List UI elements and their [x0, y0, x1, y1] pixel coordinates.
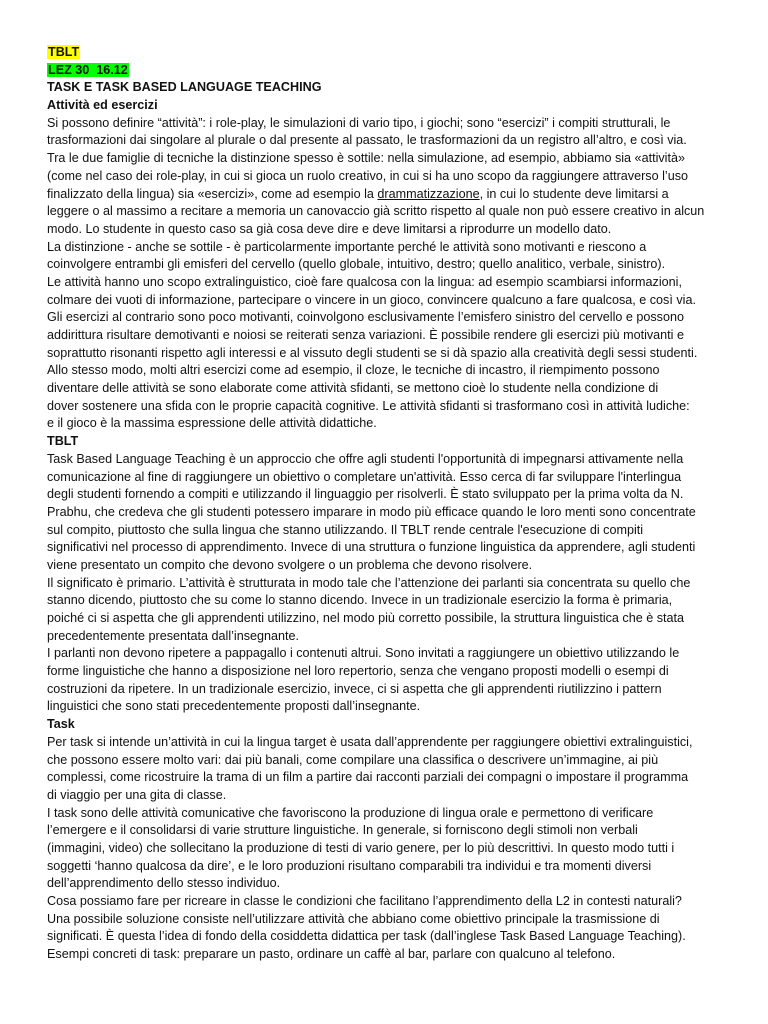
text-line: La distinzione - anche se sottile - è particolarmente importante perché le attività sono motivanti e riescono a [47, 239, 647, 254]
text-line: significati. È questa l’idea di fondo della cosiddetta didattica per task (dall’inglese Task Based Language Teaching). [47, 929, 686, 944]
heading-tblt: TBLT [47, 434, 79, 449]
text-line: Esempi concreti di task: preparare un pasto, ordinare un caffè al bar, parlare con qualcuno al telefono. [47, 947, 616, 962]
text-line: Cosa possiamo fare per ricreare in classe le condizioni che facilitano l’apprendimento della L2 in contesti naturali? [47, 894, 682, 908]
text-line: Gli esercizi al contrario sono poco motivanti, coinvolgono esclusivamente l’emisfero sinistro del cervello e possono [47, 310, 684, 325]
text-line: trasformazioni dai singolare al plurale o dal presente al passato, le trasformazioni da un registro all’altro, e così via. [47, 133, 687, 148]
text-line: Una possibile soluzione consiste nell’utilizzare attività che abbiano come obiettivo principale la trasmissione di [47, 911, 660, 926]
text-line: Allo stesso modo, molti altri esercizi come ad esempio, il cloze, le tecniche di incastro, il riempimento possono [47, 363, 660, 378]
text-line: l’emergere e il consolidarsi di varie strutture linguistiche. In generale, si forniscono degli stimoli non verbali [47, 823, 638, 838]
text-line: colmare dei vuoti di informazione, partecipare o vincere in un gioco, convincere qualcuno a fare qualcosa, e così via. [47, 292, 696, 307]
text-line: Si possono definire “attività”: i role-play, le simulazioni di vario tipo, i giochi; sono “esercizi” i compiti strutturali, le [47, 115, 671, 130]
text-line: coinvolgere entrambi gli emisferi del cervello (quello globale, intuitivo, destro; quello analitico, verbale, sinistro). [47, 257, 666, 272]
text-line: stanno dicendo, piuttosto che su come lo stanno dicendo. Invece in un tradizionale esercizio la forma è primaria, [47, 593, 673, 608]
text-line: dover sostenere una sfida con le proprie capacità cognitive. Le attività sfidanti si trasformano così in attività ludiche: [47, 398, 690, 413]
text-line: precedentemente presentata dall’insegnante. [47, 628, 300, 643]
heading-task: Task [47, 717, 75, 732]
text-line: Prabhu, che credeva che gli studenti potessero imparare in modo più efficace quando le loro menti sono concentrate [47, 504, 696, 519]
task-paragraphs [47, 734, 737, 964]
text-line: I parlanti non devono ripetere a pappagallo i contenuti altrui. Sono invitati a raggiungere un obiettivo utilizzando le [47, 646, 680, 661]
text-line: degli studenti fornendo a compiti e utilizzando il linguaggio per risolverli. È stato sviluppato per la prima volta da N. [47, 487, 684, 502]
text-line: costruzioni da ripetere. In un tradizionale esercizio, invece, ci si aspetta che gli apprendenti riutilizzino i pattern [47, 681, 662, 696]
text-line: comunicazione al fine di raggiungere un obiettivo o completare un'attività. Esso cerca di far sviluppare l'interlingua [47, 469, 682, 484]
text-line: dell’apprendimento dello stesso individuo. [47, 876, 281, 891]
text-line: diventare delle attività se sono elaborate come attività sfidanti, se mettono cioè lo studente nella condizione di [47, 381, 659, 396]
document-body [47, 44, 737, 964]
text-line: sul compito, piuttosto che sulla lingua che stanno utilizzando. Il TBLT rende centrale l'esecuzione di compiti [47, 522, 644, 537]
text-line: (come nel caso dei role-play, in cui si gioca un ruolo creativo, in cui si ha uno scopo da raggiungere attraverso l’uso [47, 168, 688, 183]
underlined-term: drammatizzazione [377, 186, 480, 201]
text-line: modo. Lo studente in questo caso sa già cosa deve dire e deve limitarsi a riprodurre un modello dato. [47, 221, 612, 236]
text-line: addirittura risultare demotivanti e noiosi se reiterati senza variazioni. È possibile rendere gli esercizi più motivanti e [47, 328, 684, 342]
tblt-tag: TBLT [48, 45, 80, 59]
text-line: Per task si intende un’attività in cui la lingua target è usata dall’apprendente per raggiungere obiettivi extralinguistici, [47, 734, 693, 749]
text-line: e il gioco è la massima espressione delle attività didattiche. [47, 416, 377, 431]
text-line: (immagini, video) che sollecitano la produzione di testi di vario genere, per lo più descrittivi. In questo modo tutti i [47, 840, 675, 855]
text-fragment: , in cui lo studente deve limitarsi a [479, 186, 669, 201]
document-title: TASK E TASK BASED LANGUAGE TEACHING [47, 80, 322, 95]
text-line: I task sono delle attività comunicative che favoriscono la produzione di lingua orale e permettono di verificare [47, 805, 654, 820]
text-line: Task Based Language Teaching è un approccio che offre agli studenti l'opportunità di impegnarsi attivamente nella [47, 451, 684, 466]
text-line: soprattutto risonanti rispetto agli interessi e al vissuto degli studenti se si dà spazio alla creatività degli sessi studenti. [47, 345, 698, 360]
activities-paragraph-a [47, 115, 737, 433]
lesson-label: LEZ 30 16.12 [48, 62, 128, 77]
text-line: significativi nel processo di apprendimento. Invece di una struttura o funzione linguistica da apprendere, agli studenti [47, 540, 696, 555]
text-line: soggetti ‘hanno qualcosa da dire’, e le loro produzioni risultano comparabili tra individui e tra momenti diversi [47, 858, 652, 873]
header-tag-line [47, 44, 737, 62]
text-line: Il significato è primario. L’attività è strutturata in modo tale che l’attenzione dei parlanti sia concentrata su quello che [47, 575, 691, 590]
text-line: che possono essere molto vari: dai più banali, come compilare una classifica o descrivere un’immagine, ai più [47, 752, 659, 767]
text-line: linguistici che sono stati precedentemente proposti dall’insegnante. [47, 699, 421, 714]
tblt-paragraphs [47, 451, 737, 716]
lesson-line [47, 62, 737, 80]
text-line: leggere o al massimo a recitare a memoria un canovaccio già scritto rispetto al quale non può essere creativo in alcun [47, 204, 705, 219]
text-line: forme linguistiche che hanno a disposizione nel loro repertorio, senza che vengano proposti modelli o esempi di [47, 664, 669, 679]
text-line: di viaggio per una gita di classe. [47, 787, 227, 802]
text-line: Tra le due famiglie di tecniche la distinzione spesso è sottile: nella simulazione, ad esempio, abbiamo sia «attività» [47, 151, 685, 166]
text-line: complessi, come ricostruire la trama di un film a partire dai racconti parziali dei compagni o impostare il programma [47, 770, 689, 785]
heading-activities: Attività ed esercizi [47, 98, 158, 113]
text-fragment: finalizzato della lingua) sia «esercizi», come ad esempio la [47, 186, 378, 201]
text-line: Le attività hanno uno scopo extralinguistico, cioè fare qualcosa con la lingua: ad esempio scambiarsi informazioni, [47, 274, 682, 289]
text-line: viene presentato un compito che devono svolgere o un problema che devono risolvere. [47, 557, 533, 572]
text-line-underline [47, 186, 737, 204]
text-line: poiché ci si aspetta che gli apprendenti utilizzino, nel modo più corretto possibile, la struttura linguistica che è stata [47, 611, 685, 625]
